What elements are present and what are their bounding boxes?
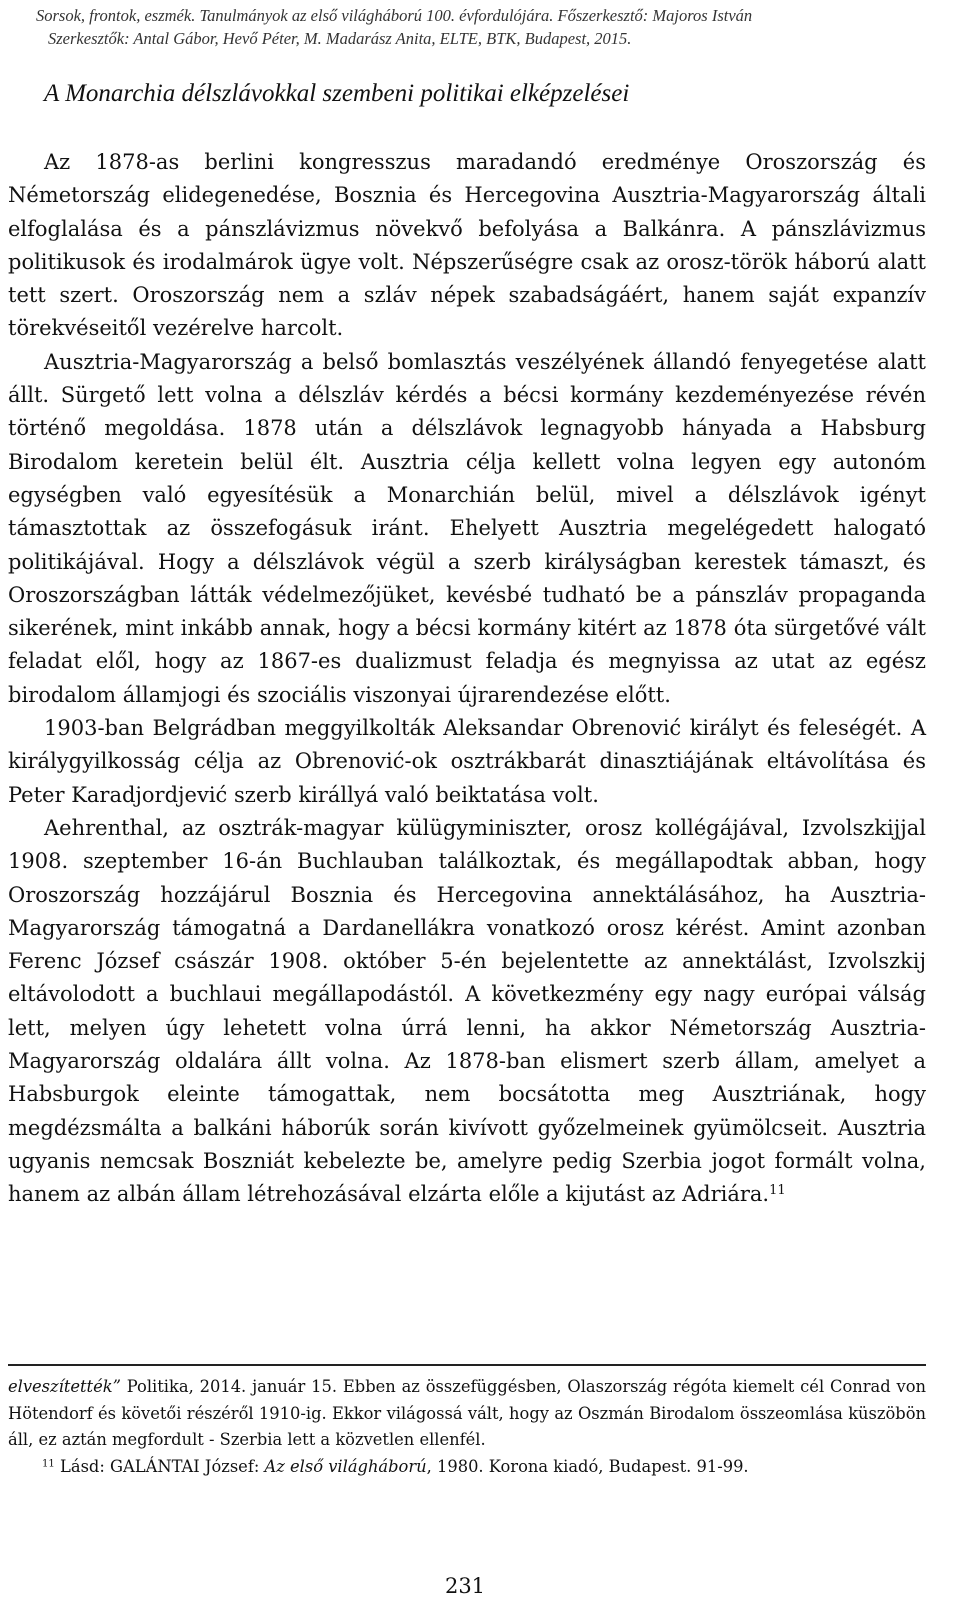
running-header [36, 4, 936, 50]
footnote-reference[interactable]: 11 [769, 1183, 786, 1199]
footnote-continued [8, 1374, 926, 1454]
paragraph [8, 812, 926, 1212]
body-text [8, 146, 926, 1212]
header-line-series: Sorsok, frontok, eszmék. Tanulmányok az első világháború 100. évfordulójára. Főszerkesztő: Majoros István [36, 6, 753, 25]
footnote-divider [8, 1364, 926, 1366]
section-title: A Monarchia délszlávokkal szembeni politikai elképzelései [44, 80, 630, 107]
paragraph: Ausztria-Magyarország a belső bomlasztás veszélyének állandó fenyegetése alatt állt. Sürgető lett volna a délszláv kérdés a bécsi kormány kezdeményezése révén történő megoldása. 1878 után a délszlávok legnagyobb hányada a Habsburg Birodalom keretein belül élt. Ausztria célja kellett volna legyen egy autonóm egységben való egyesítésük a Monarchián belül, mivel a délszlávok igényt támasztottak az összefogásuk iránt. Ehelyett Ausztria megelégedett halogató politikájával. Hogy a délszlávok végül a szerb királyságban kerestek támaszt, és Oroszországban látták védelmezőjüket, kevésbé tudható be a pánszláv propaganda sikerének, mint inkább annak, hogy a bécsi kormány kitért az 1878 óta sürgetővé vált feladat elől, hogy az 1867-es dualizmust feladja és megnyissa az utat az egész birodalom államjogi és szociális viszonyai újrarendezése előtt. [8, 349, 926, 707]
footnote-text: Lásd: GALÁNTAI József: [60, 1456, 265, 1476]
paragraph: Az 1878-as berlini kongresszus maradandó eredménye Oroszország és Németország elidegenedése, Bosznia és Hercegovina Ausztria-Magyarország általi elfoglalása és a pánszlávizmus növekvő befolyása a Balkánra. A pánszlávizmus politikusok és irodalmárok ügye volt. Népszerűségre csak az orosz-török háború alatt tett szert. Oroszország nem a szláv népek szabadságáért, hanem saját expanzív törekvéseitől vezérelve harcolt. [8, 150, 926, 341]
footnote-11 [8, 1454, 926, 1481]
footnote-book-title: Az első világháború [264, 1456, 427, 1476]
paragraph-text: Aehrenthal, az osztrák-magyar külügyminiszter, orosz kollégájával, Izvolszkijjal 1908. szeptember 16-án Buchlauban találkoztak, és megállapodtak abban, hogy Oroszország hozzájárul Bosznia és Hercegovina annektálásához, ha Ausztria-Magyarország támogatná a Dardanellákra vonatkozó orosz kérést. Amint azonban Ferenc József császár 1908. október 5-én bejelentette az annektálást, Izvolszkij eltávolodott a buchlaui megállapodástól. A következmény egy nagy európai válság lett, melyen úgy lehetett volna úrrá lenni, ha akkor Németország Ausztria-Magyarország oldalára állt volna. Az 1878-ban elismert szerb állam, amelyet a Habsburgok eleinte támogattak, nem bocsátotta meg Ausztriának, hogy megdézsmálta a balkáni háborúk során kivívott győzelmeinek gyümölcseit. Ausztria ugyanis nemcsak Boszniát kebelezte be, amelyre pedig Szerbia jogot formált volna, hanem az albán állam létrehozásával elzárta előle a kijutást az Adriára. [8, 815, 926, 1207]
paragraph: 1903-ban Belgrádban meggyilkolták Aleksandar Obrenović királyt és feleségét. A királygyilkosság célja az Obrenović-ok osztrákbarát dinasztiájának eltávolítása és Peter Karadjordjević szerb királlyá való beiktatása volt. [8, 716, 926, 807]
header-line-editors: Szerkesztők: Antal Gábor, Hevő Péter, M. Madarász Anita, ELTE, BTK, Budapest, 2015. [48, 29, 632, 48]
footnote-number: 11 [42, 1457, 55, 1469]
page-number: 231 [444, 1574, 486, 1598]
footnote-text: , 1980. Korona kiadó, Budapest. 91-99. [426, 1456, 749, 1476]
footnote-text: Politika, 2014. január 15. Ebben az összefüggésben, Olaszország régóta kiemelt cél Conrad von Hötendorf és követői részéről 1910-ig. Ekkor világossá vált, hogy az Oszmán Birodalom összeomlása küszöbön áll, ez aztán megfordult - Szerbia lett a közvetlen ellenfél. [8, 1377, 926, 1449]
footnote-italic-text: elveszítették” [8, 1377, 121, 1396]
footnotes [8, 1374, 926, 1480]
